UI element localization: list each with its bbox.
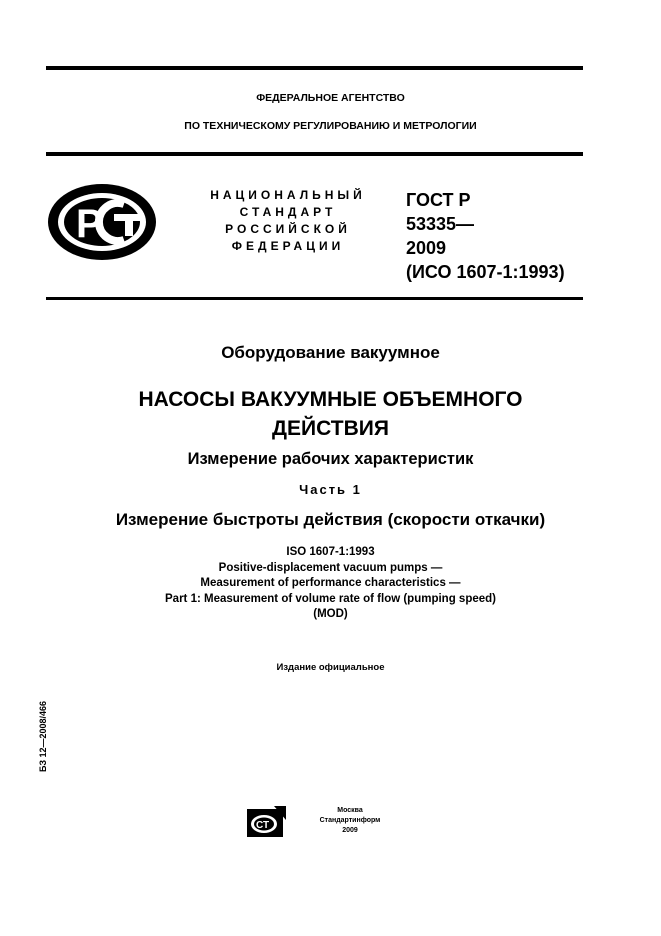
svg-text:Р: Р [76, 202, 103, 246]
national-line-2: СТАНДАРТ [239, 205, 337, 219]
category-title: Оборудование вакуумное [221, 343, 440, 362]
middle-rule [46, 297, 583, 300]
publisher-logo-icon [246, 806, 286, 838]
publisher-info [298, 806, 402, 836]
national-standard-label [188, 187, 388, 255]
national-line-3: РОССИЙСКОЙ [225, 222, 351, 236]
svg-text:СТ: СТ [256, 820, 270, 831]
gost-designation [406, 188, 565, 284]
header-rule [46, 152, 583, 156]
iso-reference [0, 545, 661, 623]
iso-line-2: Positive-displacement vacuum pumps — [218, 561, 443, 574]
gost-line-2: 53335— [406, 214, 475, 234]
agency-line-1: ФЕДЕРАЛЬНОЕ АГЕНТСТВО [256, 92, 405, 104]
national-line-1: НАЦИОНАЛЬНЫЙ [210, 188, 366, 202]
edition-label: Издание официальное [276, 662, 385, 673]
gost-line-3: 2009 [406, 238, 447, 258]
publisher-city: Москва [337, 807, 363, 814]
part-title: Измерение быстроты действия (скорости откачки) [115, 510, 546, 529]
main-title-line-1: НАСОСЫ ВАКУУМНЫЕ ОБЪЕМНОГО [138, 388, 523, 411]
gost-line-1: ГОСТ Р [406, 190, 471, 210]
top-rule [46, 66, 583, 70]
national-line-4: ФЕДЕРАЦИИ [231, 239, 345, 253]
subtitle: Измерение рабочих характеристик [187, 450, 474, 468]
iso-line-3: Measurement of performance characteristics — [200, 577, 461, 589]
main-title [0, 385, 661, 443]
gost-line-4: (ИСО 1607-1:1993) [406, 262, 565, 282]
rst-logo-icon [46, 182, 158, 262]
iso-line-5: (MOD) [313, 608, 348, 620]
agency-line-2: ПО ТЕХНИЧЕСКОМУ РЕГУЛИРОВАНИЮ И МЕТРОЛОГИИ [184, 120, 477, 132]
side-code: БЗ 12—2008/466 [38, 700, 48, 772]
main-title-line-2: ДЕЙСТВИЯ [272, 417, 389, 440]
publisher-year: 2009 [342, 827, 358, 834]
iso-line-4: Part 1: Measurement of volume rate of flow (pumping speed) [165, 592, 496, 605]
publisher-name: Стандартинформ [319, 817, 381, 824]
iso-line-1: ISO 1607-1:1993 [286, 546, 375, 558]
part-label: Часть 1 [299, 482, 362, 497]
